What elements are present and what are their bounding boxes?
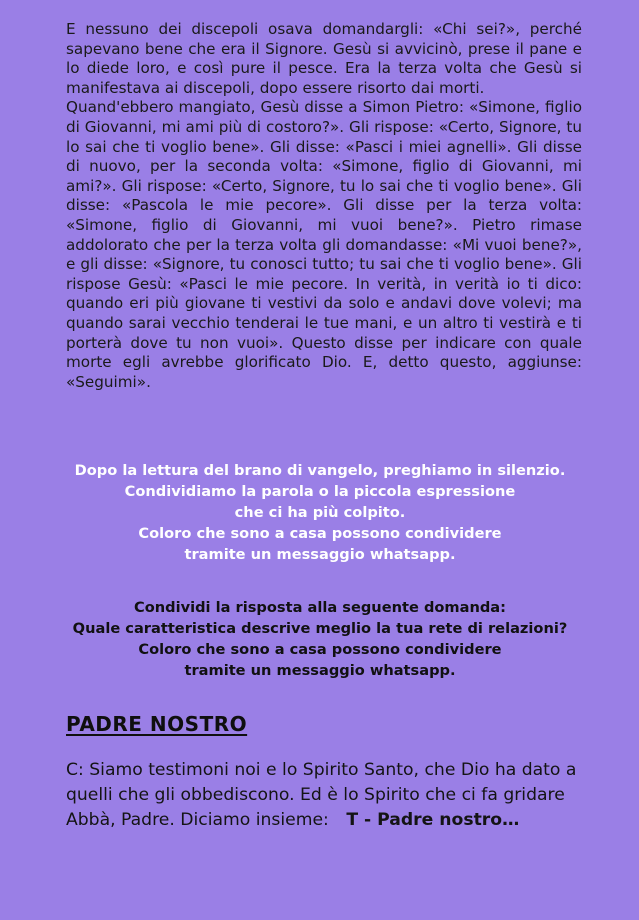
instruction-line: Condividi la risposta alla seguente domanda: <box>134 599 506 616</box>
instruction-line: che ci ha più colpito. <box>234 504 406 521</box>
gospel-passage <box>66 20 582 392</box>
question-instructions <box>40 597 600 681</box>
instruction-line: Coloro che sono a casa possono condividere <box>138 641 502 658</box>
gospel-paragraph: Quand'ebbero mangiato, Gesù disse a Simon Pietro: «Simone, figlio di Giovanni, mi ami più di costoro?». Gli rispose: «Certo, Signore, tu lo sai che ti voglio bene». Gli disse: «Pasci i miei agnelli». Gli disse di nuovo, per la seconda volta: «Simone, figlio di Giovanni, mi ami?». Gli rispose: «Certo, Signore, tu lo sai che ti voglio bene». Gli disse: «Pascola le mie pecore». Gli disse per la terza volta: «Simone, figlio di Giovanni, mi vuoi bene?». Pietro rimase addolorato che per la terza volta gli domandasse: «Mi vuoi bene?», e gli disse: «Signore, tu conosci tutto; tu sai che ti voglio bene». Gli rispose Gesù: «Pasci le mie pecore. In verità, in verità io ti dico: quando eri più giovane ti vestivi da solo e andavi dove volevi; ma quando sarai vecchio tenderai le tue mani, e un altro ti vestirà e ti porterà dove tu non vuoi». Questo disse per indicare con quale morte egli avrebbe glorificato Dio. E, detto questo, aggiunse: «Seguimi». <box>66 98 582 391</box>
gospel-paragraph: E nessuno dei discepoli osava domandargli: «Chi sei?», perché sapevano bene che era il Signore. Gesù si avvicinò, prese il pane e lo diede loro, e così pure il pesce. Era la terza volta che Gesù si manifestava ai discepoli, dopo essere risorto dai morti. <box>66 20 582 97</box>
prayer-text <box>66 758 586 833</box>
prayer-response: T - Padre nostro… <box>346 810 520 830</box>
instruction-line: Dopo la lettura del brano di vangelo, preghiamo in silenzio. <box>74 462 566 479</box>
silence-instructions <box>40 460 600 565</box>
instruction-line: Coloro che sono a casa possono condividere <box>138 525 502 542</box>
prayer-lead: Abbà, Padre. Diciamo insieme: <box>66 810 329 830</box>
prayer-line: C: Siamo testimoni noi e lo Spirito Santo, che Dio ha dato a <box>66 760 577 780</box>
prayer-line <box>66 808 586 833</box>
instruction-line: Quale caratteristica descrive meglio la tua rete di relazioni? <box>72 620 568 637</box>
instruction-line: tramite un messaggio whatsapp. <box>184 662 456 679</box>
instruction-line: tramite un messaggio whatsapp. <box>184 546 456 563</box>
prayer-line: quelli che gli obbediscono. Ed è lo Spirito che ci fa gridare <box>66 785 565 805</box>
instruction-line: Condividiamo la parola o la piccola espressione <box>124 483 516 500</box>
section-title: PADRE NOSTRO <box>66 712 248 736</box>
